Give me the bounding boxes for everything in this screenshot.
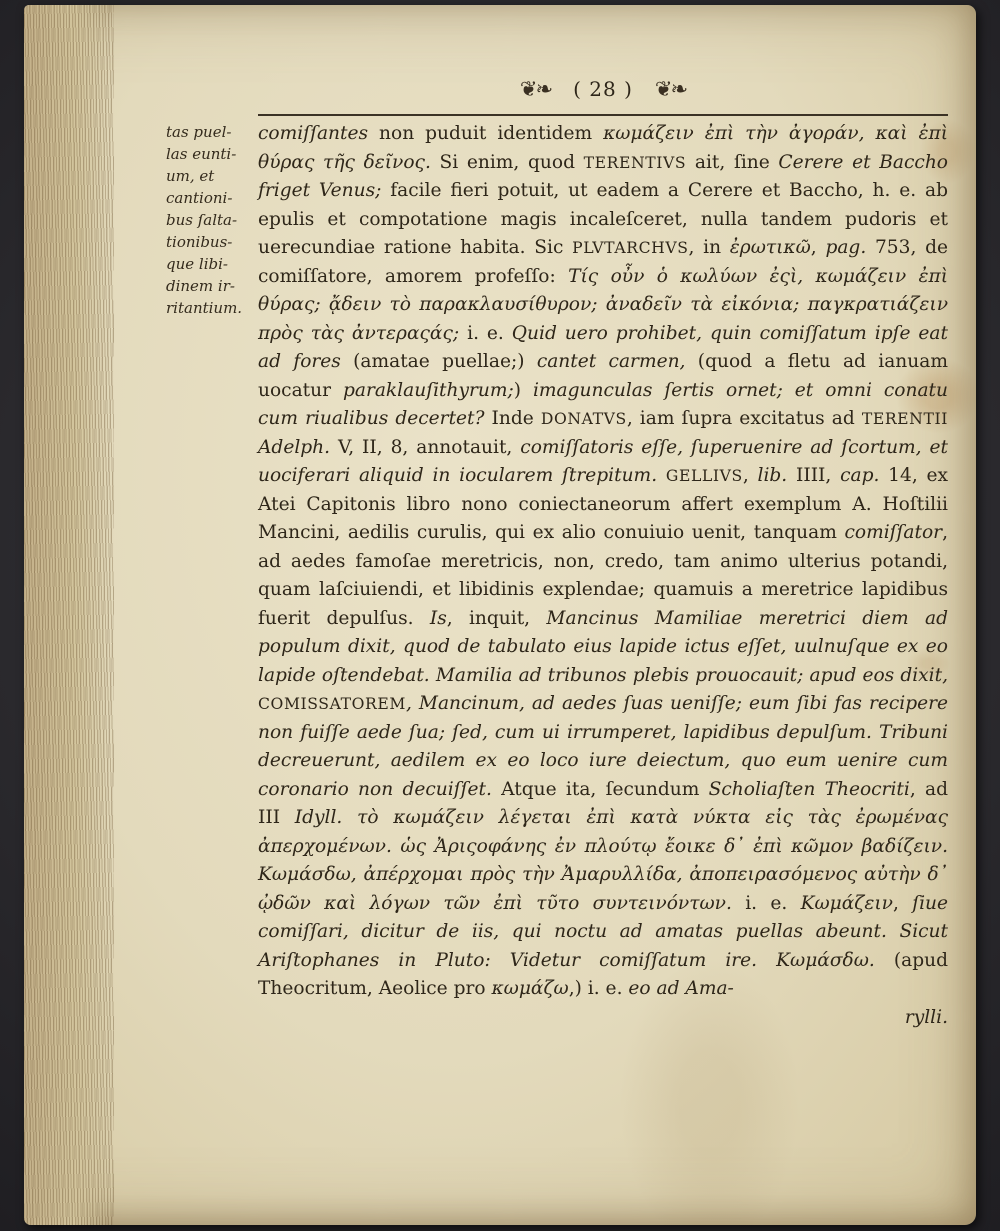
text-segment: COMISSATOREM xyxy=(258,695,406,713)
text-segment: τὸ κωμάζειν λέγεται ἐπὶ κατὰ νύκτα εἰς τὰς ἐρωμένας ἀπερχομένων. ὡς Ἀριςοφάνης ἐν πλούτῳ ἔοικε δ᾽ ἐπὶ κῶμον βαδίζειν. Κωμάσδω, ἀπέρχομαι πρὸς τὴν Ἀμαρυλλίδα, ἀποπειρασόμενος αὐτὴν δ᾽ ᾠδῶν καὶ λόγων τῶν ἐπὶ τῦτο συντεινόντων. xyxy=(258,807,948,914)
text-segment: (quod a fletu ad ianuam uocatur xyxy=(258,351,948,401)
body-last-line: rylli. xyxy=(904,1006,948,1028)
book-page xyxy=(24,5,976,1225)
margin-note-line: cantioni- xyxy=(166,189,233,207)
text-segment: ) xyxy=(513,379,533,401)
margin-note-line: las eunti- xyxy=(166,145,237,163)
text-segment: eo ad Ama- xyxy=(628,978,734,999)
text-segment: Mancinus Mamiliae meretrici diem ad populum dixit, quod de tabulato eius lapide ictus eſſet, uulnuſque ex eo lapide oſtendebat. Mamilia ad tribunos plebis prouocauit; apud eos dixit, xyxy=(258,607,948,686)
text-segment: non puduit identidem xyxy=(368,123,604,144)
text-segment: i. e. xyxy=(731,892,801,914)
text-segment xyxy=(342,807,357,828)
text-segment: paraklauſithyrum; xyxy=(342,379,514,401)
text-segment: (apud Theocritum, Aeolice pro xyxy=(258,949,948,999)
text-segment: Is xyxy=(429,607,447,629)
text-segment: facile fieri potuit, ut eadem a Cerere et Baccho, h. e. ab epulis et compotatione magis incaleſceret, nulla tandem pudoris et uerecundiae ratione habita. Sic xyxy=(258,180,948,258)
text-segment: Inde xyxy=(484,408,541,429)
page-stack-edges xyxy=(24,5,114,1225)
text-segment: Cerere et Baccho friget Venus; xyxy=(258,151,948,201)
margin-note xyxy=(166,121,256,319)
text-segment: , xyxy=(742,465,758,486)
text-segment: , ad III xyxy=(258,778,949,828)
text-segment: ſiue comiſſari, dicitur de iis, qui noctu ad amatas puellas abeunt. Sicut Ariſtophanes in Pluto: Videtur comiſſatum ire. xyxy=(258,892,948,971)
text-segment: pag. xyxy=(825,237,867,258)
text-segment: i. e. xyxy=(459,322,512,344)
text-segment: V, II, 8, annotauit, xyxy=(330,436,521,458)
text-segment: PLVTARCHVS xyxy=(572,239,689,257)
text-segment: κωμάζω xyxy=(491,978,569,999)
margin-note-line: tas puel- xyxy=(166,123,232,141)
text-segment: , xyxy=(892,892,913,914)
text-segment: Τίς οὖν ὁ κωλύων ἐςὶ, κωμάζειν ἐπὶ θύρας; ᾄδειν τὸ παρακλαυσίθυρον; ἀναδεῖν τὰ εἰκόνια; παγκρατιάζειν πρὸς τὰς ἀντεραςάς; xyxy=(258,265,948,344)
text-segment: ait, ſine xyxy=(686,151,779,173)
text-segment: Mancinum, ad aedes ſuas ueniſſe; eum ſibi fas recipere non fuiſſe aede ſua; ſed, cum ui irrumperet, lapidibus depulſum. Tribuni decreuerunt, aedilem ex eo loco iure deiectum, quo eum uenire cum coronario non decuiſſet. xyxy=(258,693,948,800)
text-segment: comiſſatoris eſſe, ſuperuenire ad ſcortum, et uociferari aliquid in iocularem ſtrepitum. xyxy=(258,436,948,486)
text-segment xyxy=(757,950,776,971)
text-segment: (amatae puellae;) xyxy=(340,351,537,372)
text-segment: , iam ſupra excitatus ad xyxy=(626,408,862,429)
text-segment: Quid uero prohibet, quin comiſſatum ipſe eat ad fores xyxy=(258,322,948,372)
text-segment: 14, ex Atei Capitonis libro nono coniectaneorum affert exemplum A. Hoſtilii Mancini, aedilis curulis, qui ex alio conuiuio uenit, tanquam xyxy=(258,465,948,543)
text-segment: , in xyxy=(688,237,730,258)
text-segment: Adelph. xyxy=(258,436,331,458)
text-segment xyxy=(657,465,666,486)
text-segment: cantet carmen, xyxy=(536,351,686,372)
text-segment: IIII, xyxy=(787,465,841,486)
text-segment: cap. xyxy=(840,465,880,486)
margin-note-line: que libi- xyxy=(166,255,228,273)
margin-note-line: dinem ir- xyxy=(166,277,235,295)
header-rule xyxy=(258,114,948,116)
text-segment: , ad aedes famoſae meretricis, non, credo, tam animo ulterius potandi, quam laſciuiendi, et libidinis explendae; quamuis a meretrice lapidibus fuerit depulſus. xyxy=(258,522,948,629)
text-segment: imagunculas ſertis ornet; et omni conatu cum riualibus decertet? xyxy=(258,379,948,429)
body-text xyxy=(258,120,948,1004)
margin-note-line: ritantium. xyxy=(166,299,243,317)
text-segment: Κωμάζειν xyxy=(800,892,893,914)
text-segment: ,) i. e. xyxy=(568,978,629,999)
text-segment: ἐρωτικῶ xyxy=(729,237,811,258)
text-segment: comiſſator xyxy=(844,522,943,543)
text-segment: , xyxy=(810,237,826,258)
text-segment: Scholiaſten Theocriti xyxy=(708,778,910,800)
text-segment: κωμάζειν ἐπὶ τὴν ἀγοράν, καὶ ἐπὶ θύρας τῆς δεῖνος. xyxy=(258,123,948,173)
text-segment: comiſſantes xyxy=(258,123,369,144)
page-header xyxy=(258,77,948,101)
text-segment: TERENTIVS xyxy=(583,153,687,172)
text-segment: Si enim, quod xyxy=(430,151,584,173)
fleuron-ornament-left: ❦❧ xyxy=(519,77,552,101)
text-segment: Idyll. xyxy=(294,807,343,828)
margin-note-line: um, et xyxy=(166,167,215,185)
text-segment: TERENTII xyxy=(861,410,948,428)
text-segment: lib. xyxy=(757,465,788,486)
text-segment: Atque ita, ſecundum xyxy=(491,778,709,800)
text-segment: , xyxy=(405,693,419,714)
fleuron-ornament-right: ❦❧ xyxy=(654,77,687,101)
margin-note-line: bus ſalta- xyxy=(166,211,238,229)
text-segment: Κωμάσδω. xyxy=(776,949,875,971)
text-segment: DONATVS xyxy=(540,410,627,428)
margin-note-line: tionibus- xyxy=(166,233,233,251)
page-number: ( 28 ) xyxy=(573,77,633,101)
text-segment: 753, de comiſſatore, amorem profeſſo: xyxy=(258,237,948,287)
text-segment: GELLIVS xyxy=(665,467,743,485)
text-segment: , inquit, xyxy=(446,607,547,629)
